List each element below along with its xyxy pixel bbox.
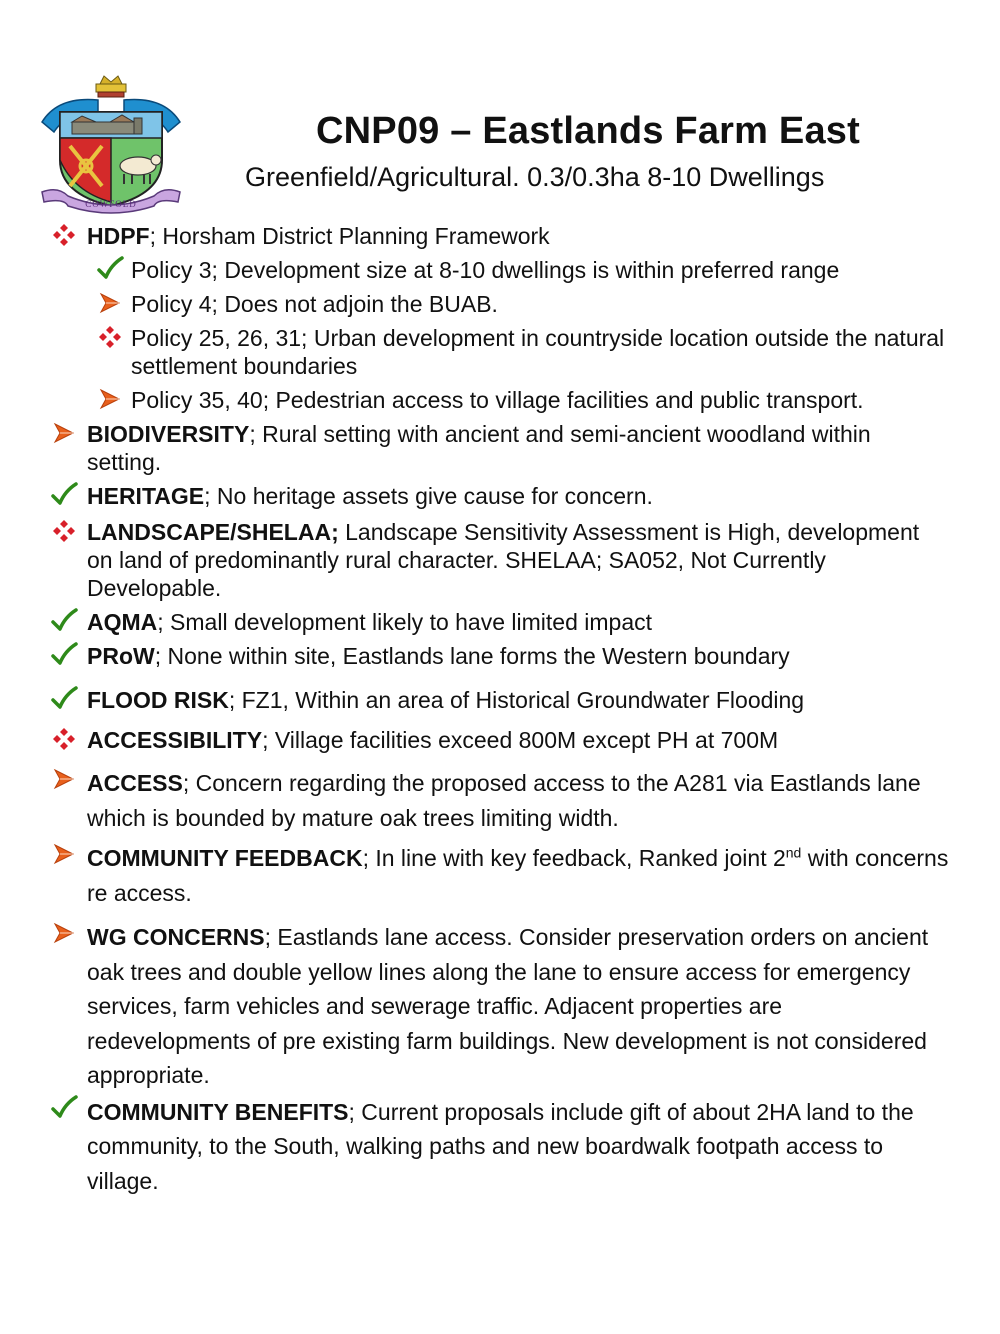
- list-item-hdpf: HDPF; Horsham District Planning Framework: [50, 222, 950, 250]
- list-item-accessibility: ACCESSIBILITY; Village facilities exceed 800M except PH at 700M: [50, 726, 950, 754]
- list-item-landscape-shelaa: LANDSCAPE/SHELAA; Landscape Sensitivity Assessment is High, development on land of predominantly rural character. SHELAA; SA052, Not Currently Developable.: [50, 518, 950, 602]
- page-title: CNP09 – Eastlands Farm East: [316, 110, 860, 152]
- check-icon: [96, 256, 126, 284]
- list-item-policy-4: Policy 4; Does not adjoin the BUAB.: [50, 290, 950, 318]
- cowfold-crest-logo: [38, 74, 184, 214]
- list-item-access: ACCESS; Concern regarding the proposed access to the A281 via Eastlands lane which is bounded by mature oak trees limiting width.: [50, 766, 950, 835]
- list-item-biodiversity: BIODIVERSITY; Rural setting with ancient and semi-ancient woodland within setting.: [50, 420, 950, 476]
- arrow-icon: [96, 290, 126, 318]
- list-item-policy-35-40: Policy 35, 40; Pedestrian access to village facilities and public transport.: [50, 386, 950, 414]
- list-item-policy-25-26-31: Policy 25, 26, 31; Urban development in countryside location outside the natural settlement boundaries: [50, 324, 950, 380]
- list-item-aqma: AQMA; Small development likely to have limited impact: [50, 608, 950, 636]
- list-item-flood-risk: FLOOD RISK; FZ1, Within an area of Historical Groundwater Flooding: [50, 686, 950, 714]
- check-icon: [50, 608, 80, 636]
- check-icon: [50, 642, 80, 670]
- arrow-icon: [50, 420, 80, 448]
- arrow-icon: [96, 386, 126, 414]
- arrow-icon: [50, 841, 80, 869]
- arrow-icon: [50, 766, 80, 794]
- list-item-heritage: HERITAGE; No heritage assets give cause for concern.: [50, 482, 950, 510]
- check-icon: [50, 482, 80, 510]
- list-item-wg-concerns: WG CONCERNS; Eastlands lane access. Consider preservation orders on ancient oak trees and double yellow lines along the lane to ensure access for emergency services, farm vehicles and sewerage traffic. Adjacent properties are redevelopments of pre existing farm buildings. New development is not considered appropriate.: [50, 920, 950, 1093]
- list-item-community-benefits: COMMUNITY BENEFITS; Current proposals include gift of about 2HA land to the community, to the South, walking paths and new boardwalk footpath access to village.: [50, 1095, 950, 1199]
- check-icon: [50, 1095, 80, 1123]
- arrow-icon: [50, 920, 80, 948]
- list-item-prow: PRoW; None within site, Eastlands lane forms the Western boundary: [50, 642, 950, 670]
- page-subtitle: Greenfield/Agricultural. 0.3/0.3ha 8-10 Dwellings: [245, 162, 825, 192]
- list-item-community-feedback: COMMUNITY FEEDBACK; In line with key feedback, Ranked joint 2nd with concerns re access.: [50, 841, 950, 910]
- list-item-policy-3: Policy 3; Development size at 8-10 dwellings is within preferred range: [50, 256, 950, 284]
- red-diamond-icon: [50, 518, 80, 546]
- crest-motto: COWFOLD: [85, 199, 137, 209]
- red-diamond-icon: [96, 324, 126, 352]
- red-diamond-icon: [50, 222, 80, 250]
- assessment-list: [50, 222, 950, 1198]
- red-diamond-icon: [50, 726, 80, 754]
- check-icon: [50, 686, 80, 714]
